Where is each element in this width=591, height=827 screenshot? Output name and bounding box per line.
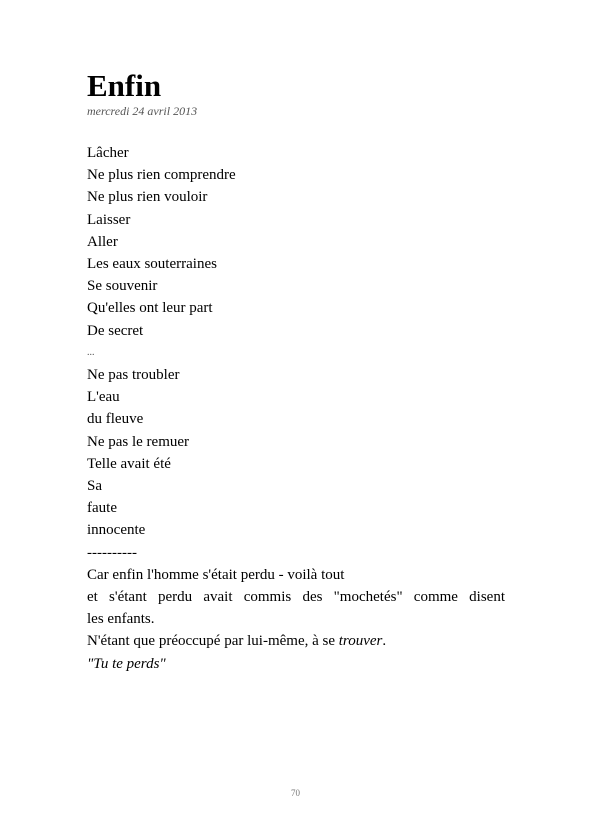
verse-line: Lâcher	[87, 145, 129, 161]
poem-body	[87, 142, 505, 675]
verse-line: Sa	[87, 478, 102, 495]
verse-line: Les eaux souterraines	[87, 256, 217, 273]
verse-line: du fleuve	[87, 411, 144, 428]
verse-line: Telle avait été	[87, 455, 171, 472]
prose-line-text: N'étant que préoccupé par lui-même, à se	[87, 633, 339, 650]
verse-line: L'eau	[87, 389, 120, 406]
verse-line: Aller	[87, 233, 118, 250]
verse-line: Ne pas le remuer	[87, 433, 190, 450]
verse-line: faute	[87, 500, 117, 517]
verse-line: innocente	[87, 522, 146, 539]
page-number: 70	[291, 788, 300, 798]
emphasized-word: trouver	[338, 633, 383, 650]
ellipsis-line: ...	[87, 346, 95, 358]
separator-line: ----------	[87, 544, 137, 561]
verse-line: Ne pas troubler	[87, 367, 180, 384]
prose-line: les enfants.	[87, 611, 155, 628]
verse-line: Qu'elles ont leur part	[87, 300, 213, 317]
prose-line: et s'étant perdu avait commis des "mochetés" comme disent	[87, 589, 505, 606]
verse-line: Ne plus rien vouloir	[87, 189, 208, 206]
verse-line: De secret	[87, 322, 144, 339]
prose-line-end: .	[382, 633, 387, 650]
verse-line: Ne plus rien comprendre	[87, 167, 236, 184]
prose-line: Car enfin l'homme s'était perdu - voilà tout	[87, 566, 345, 583]
verse-line: Laisser	[87, 211, 131, 228]
verse-line: Se souvenir	[87, 278, 158, 295]
page-title: Enfin	[87, 68, 162, 103]
prose-line	[87, 630, 505, 652]
post-date: mercredi 24 avril 2013	[87, 104, 198, 118]
quoted-line: "Tu te perds"	[87, 655, 166, 672]
